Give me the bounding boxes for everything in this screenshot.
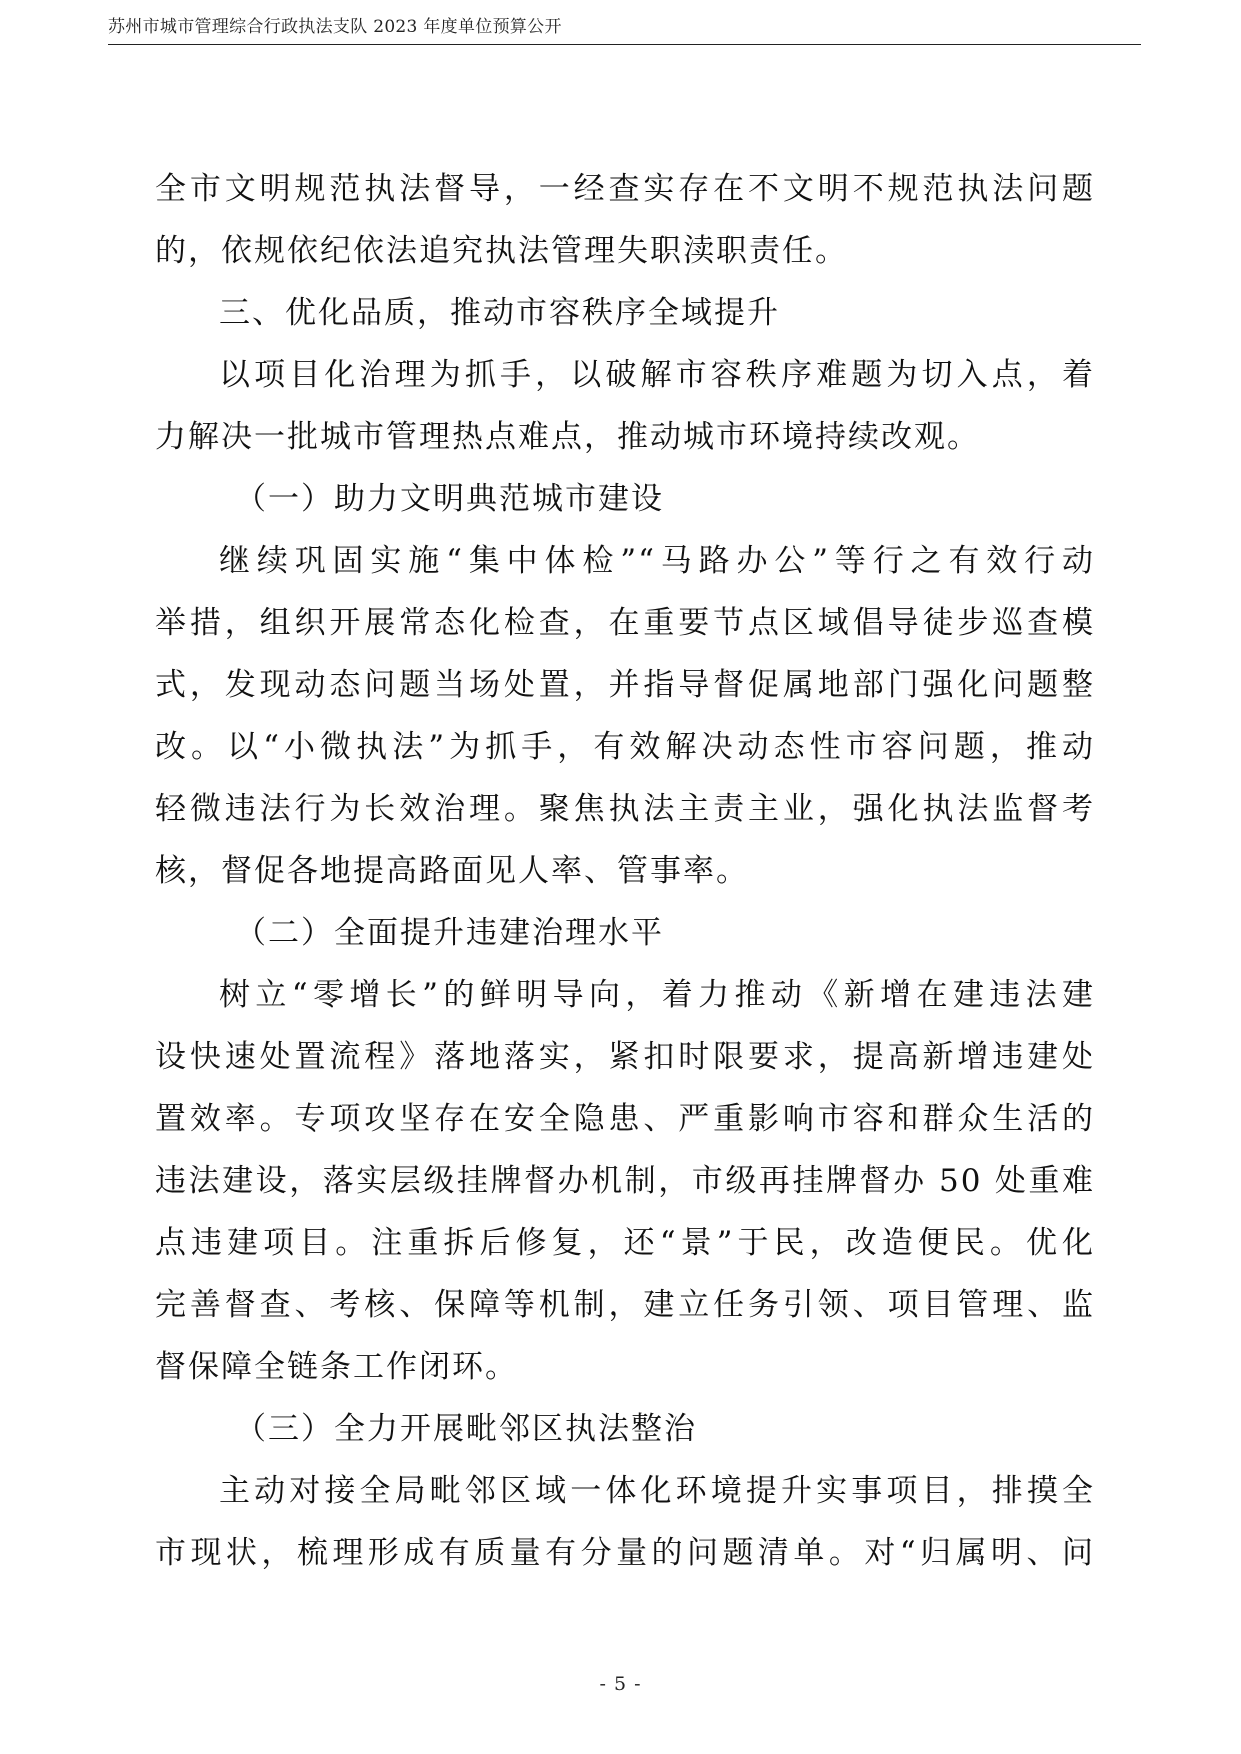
paragraph-line: 的，依规依纪依法追究执法管理失职渎职责任。 bbox=[155, 233, 848, 269]
paragraph-line: 核，督促各地提高路面见人率、管事率。 bbox=[155, 853, 749, 889]
paragraph-line: 以项目化治理为抓手，以破解市容秩序难题为切入点，着 bbox=[219, 357, 1095, 393]
paragraph-line: 督保障全链条工作闭环。 bbox=[155, 1349, 518, 1385]
paragraph-line: 继续巩固实施“集中体检”“马路办公”等行之有效行动 bbox=[219, 543, 1095, 579]
paragraph-line: 式，发现动态问题当场处置，并指导督促属地部门强化问题整 bbox=[155, 667, 1095, 703]
page-header bbox=[108, 13, 1141, 45]
subsection-heading: （三）全力开展毗邻区执法整治 bbox=[235, 1411, 697, 1447]
paragraph-line: 全市文明规范执法督导，一经查实存在不文明不规范执法问题 bbox=[155, 171, 1095, 207]
paragraph-line: 树立“零增长”的鲜明导向，着力推动《新增在建违法建 bbox=[219, 977, 1095, 1013]
paragraph-line: 点违建项目。注重拆后修复，还“景”于民，改造便民。优化 bbox=[155, 1225, 1095, 1261]
paragraph-line: 举措，组织开展常态化检查，在重要节点区域倡导徒步巡查模 bbox=[155, 605, 1095, 641]
paragraph-line: 主动对接全局毗邻区域一体化环境提升实事项目，排摸全 bbox=[219, 1473, 1095, 1509]
document-body bbox=[155, 158, 1095, 1584]
paragraph-line: 完善督查、考核、保障等机制，建立任务引领、项目管理、监 bbox=[155, 1287, 1095, 1323]
paragraph-line: 轻微违法行为长效治理。聚焦执法主责主业，强化执法监督考 bbox=[155, 791, 1095, 827]
header-title: 苏州市城市管理综合行政执法支队 2023 年度单位预算公开 bbox=[108, 17, 562, 37]
paragraph-line: 置效率。专项攻坚存在安全隐患、严重影响市容和群众生活的 bbox=[155, 1101, 1095, 1137]
paragraph-line: 改。以“小微执法”为抓手，有效解决动态性市容问题，推动 bbox=[155, 729, 1095, 765]
subsection-heading: （一）助力文明典范城市建设 bbox=[235, 481, 664, 517]
page-number: - 5 - bbox=[599, 1673, 642, 1695]
paragraph-line: 设快速处置流程》落地落实，紧扣时限要求，提高新增违建处 bbox=[155, 1039, 1095, 1075]
subsection-heading: （二）全面提升违建治理水平 bbox=[235, 915, 664, 951]
section-heading: 三、优化品质，推动市容秩序全域提升 bbox=[219, 295, 780, 331]
paragraph-line: 力解决一批城市管理热点难点，推动城市环境持续改观。 bbox=[155, 419, 980, 455]
paragraph-line: 市现状，梳理形成有质量有分量的问题清单。对“归属明、问 bbox=[155, 1535, 1095, 1571]
paragraph-line: 违法建设，落实层级挂牌督办机制，市级再挂牌督办 50 处重难 bbox=[155, 1163, 1095, 1199]
